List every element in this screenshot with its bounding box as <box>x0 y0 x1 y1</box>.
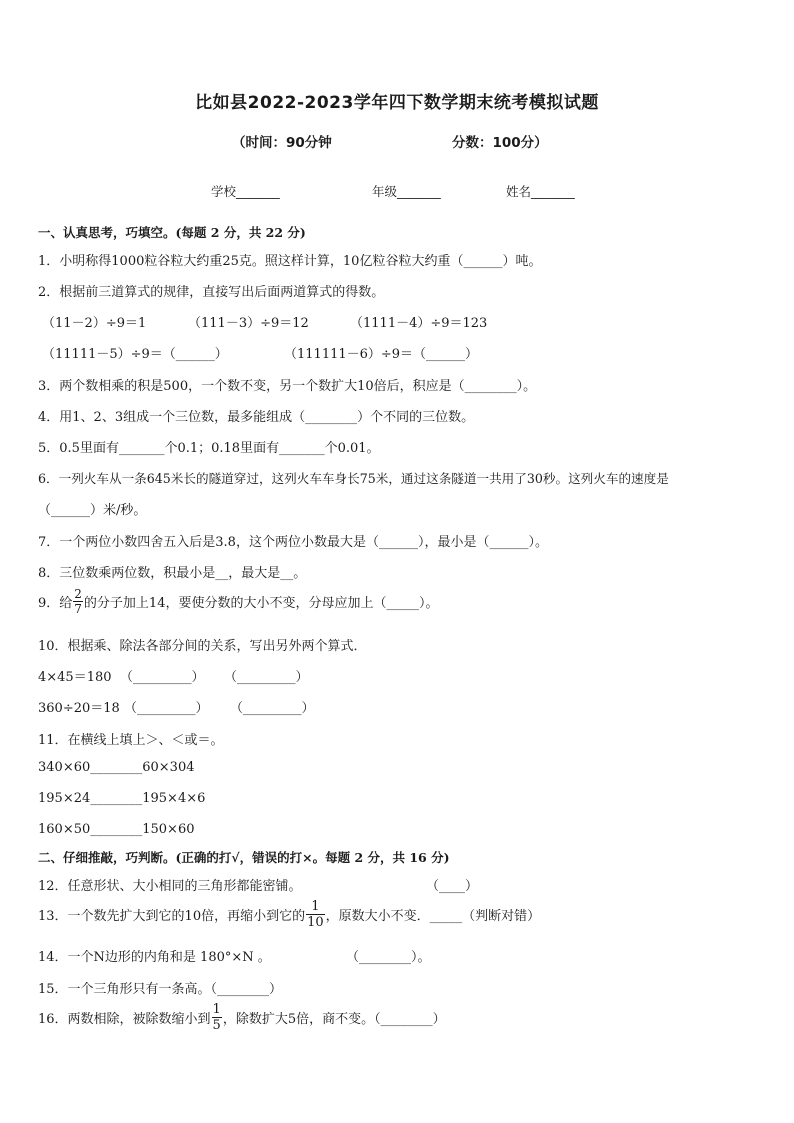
question-11-expr-1: 340×60________60×304 <box>38 760 195 775</box>
section-1-heading: 一、认真思考，巧填空。(每题 2 分，共 22 分) <box>38 225 306 240</box>
question-10-expr-1-blank-1: （_________） <box>120 670 205 685</box>
fraction-denominator: 7 <box>74 602 82 616</box>
question-8: 8．三位数乘两位数，积最小是__，最大是__。 <box>38 566 307 581</box>
question-16 <box>38 1003 446 1032</box>
question-14-blank: （________）。 <box>346 950 431 965</box>
question-9-prefix: 9．给 <box>38 596 73 611</box>
question-1: 1．小明称得1000粒谷粒大约重25克。照这样计算，10亿粒谷粒大约重（______）吨。 <box>38 254 542 269</box>
fraction-numerator: 1 <box>212 1002 221 1017</box>
question-13-fraction <box>306 900 325 929</box>
section-2-heading: 二、仔细推敲，巧判断。(正确的打√，错误的打×。每题 2 分，共 16 分) <box>38 850 450 865</box>
question-6: 6．一列火车从一条645米长的隧道穿过，这列火车车身长75米，通过这条隧道一共用了30秒。这列火车的速度是 <box>38 471 669 486</box>
question-10-expr-2-blank-2: （_________） <box>230 701 315 716</box>
question-10-expr-1-blank-2: （_________） <box>224 670 309 685</box>
question-10-expr-1: 4×45＝180 <box>38 670 112 685</box>
school-field: 学校_______ <box>211 184 280 199</box>
question-2-expr-5: （111111－6）÷9＝（______） <box>284 347 479 362</box>
question-13 <box>38 900 540 929</box>
grade-field: 年级_______ <box>372 184 441 199</box>
exam-time: （时间：90分钟 <box>232 135 332 151</box>
question-3: 3．两个数相乘的积是500，一个数不变，另一个数扩大10倍后，积应是（________）。 <box>38 379 537 394</box>
question-2-expr-2: （111－3）÷9＝12 <box>188 316 309 331</box>
question-11-expr-2: 195×24________195×4×6 <box>38 791 206 806</box>
question-16-suffix: ，除数扩大5倍，商不变。（________） <box>222 1012 446 1027</box>
name-field: 姓名_______ <box>506 184 575 199</box>
question-9-suffix: 的分子加上14，要使分数的大小不变，分母应加上（_____）。 <box>83 596 439 611</box>
question-16-fraction <box>212 1003 222 1032</box>
question-10: 10．根据乘、除法各部分间的关系，写出另外两个算式． <box>38 639 367 654</box>
question-12: 12．任意形状、大小相同的三角形都能密铺。 <box>38 879 302 894</box>
page-title: 比如县2022-2023学年四下数学期末统考模拟试题 <box>195 93 599 113</box>
question-15: 15．一个三角形只有一条高。（________） <box>38 982 283 997</box>
question-14: 14．一个N边形的内角和是 180°×N 。 <box>38 950 271 965</box>
fraction-numerator: 1 <box>306 900 325 915</box>
question-9-fraction <box>73 588 83 615</box>
question-16-prefix: 16．两数相除，被除数缩小到 <box>38 1012 211 1027</box>
question-13-suffix: ，原数大小不变．_____（判断对错） <box>325 909 541 924</box>
question-7: 7．一个两位小数四舍五入后是3.8，这个两位小数最大是（______），最小是（______）。 <box>38 535 548 550</box>
exam-score: 分数：100分） <box>452 135 548 151</box>
question-13-prefix: 13．一个数先扩大到它的10倍，再缩小到它的 <box>38 909 306 924</box>
question-11: 11．在横线上填上＞、＜或＝。 <box>38 733 224 748</box>
question-2-expr-1: （11－2）÷9＝1 <box>42 316 147 331</box>
fraction-denominator: 10 <box>307 915 324 930</box>
question-12-blank: （____） <box>426 879 479 894</box>
question-9 <box>38 588 438 615</box>
question-2: 2．根据前三道算式的规律，直接写出后面两道算式的得数。 <box>38 285 385 300</box>
question-2-expr-4: （11111－5）÷9＝（______） <box>42 347 228 362</box>
question-10-expr-2-blank-1: （_________） <box>124 701 209 716</box>
question-4: 4．用1、2、3组成一个三位数，最多能组成（________）个不同的三位数。 <box>38 410 475 425</box>
fraction-denominator: 5 <box>212 1018 221 1033</box>
question-10-expr-2: 360÷20＝18 <box>38 701 120 716</box>
question-5: 5．0.5里面有_______个0.1；0.18里面有_______个0.01。 <box>38 441 380 456</box>
question-11-expr-3: 160×50________150×60 <box>38 822 195 837</box>
fraction-numerator: 2 <box>74 587 82 601</box>
question-2-expr-3: （1111－4）÷9＝123 <box>350 316 488 331</box>
question-6-continued: （______）米/秒。 <box>38 503 147 518</box>
